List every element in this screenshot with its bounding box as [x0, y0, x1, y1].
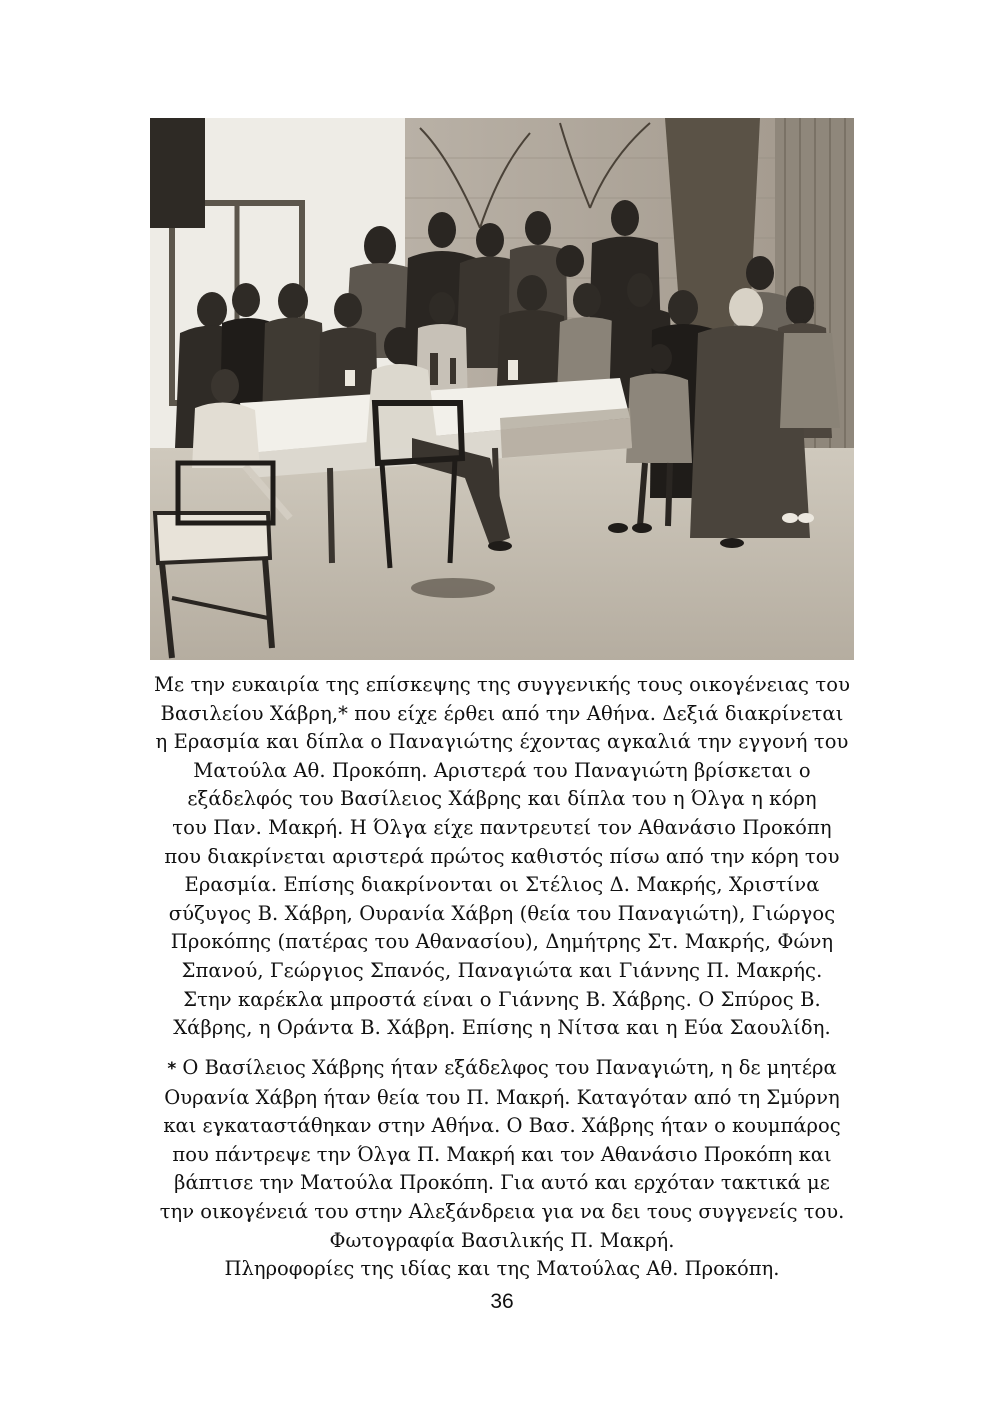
footnote — [120, 1054, 884, 1284]
caption-line: Ματούλα Αθ. Προκόπη. Αριστερά του Παναγιώτη βρίσκεται ο — [193, 758, 811, 782]
caption-line: του Παν. Μακρή. Η Όλγα είχε παντρευτεί τον Αθανάσιο Προκόπη — [172, 815, 832, 839]
footnote-line: και εγκαταστάθηκαν στην Αθήνα. Ο Βασ. Χάβρης ήταν ο κουμπάρος — [163, 1114, 841, 1138]
caption-line: που διακρίνεται αριστερά πρώτος καθιστός πίσω από την κόρη του — [164, 844, 840, 868]
caption-line: σύζυγος Β. Χάβρη, Ουρανία Χάβρη (θεία του Παναγιώτη), Γιώργος — [168, 901, 836, 925]
caption-line: Ερασμία. Επίσης διακρίνονται οι Στέλιος Δ. Μακρής, Χριστίνα — [184, 873, 820, 897]
footnote-line: που πάντρεψε την Όλγα Π. Μακρή και τον Αθανάσιο Προκόπη και — [172, 1142, 832, 1166]
caption-line: Με την ευκαιρία της επίσκεψης της συγγενικής τους οικογένειας του — [153, 673, 851, 696]
photo-credit: Φωτογραφία Βασιλικής Π. Μακρή. — [329, 1228, 675, 1252]
caption-line: Προκόπης (πατέρας του Αθανασίου), Δημήτρης Στ. Μακρής, Φώνη — [170, 930, 834, 954]
caption-line: Χάβρης, η Οράντα Β. Χάβρη. Επίσης η Νίτσα και η Εύα Σαουλίδη. — [173, 1016, 831, 1040]
footnote-text: Ο Βασίλειος Χάβρης ήταν εξάδελφος του Παναγιώτη, η δε μητέρα — [176, 1056, 837, 1079]
info-credit: Πληροφορίες της ιδίας και της Ματούλας Αθ. Προκόπη. — [224, 1257, 780, 1281]
caption-line: εξάδελφός του Βασίλειος Χάβρης και δίπλα του η Όλγα η κόρη — [187, 787, 817, 811]
caption-line: Στην καρέκλα μπροστά είναι ο Γιάννης Β. Χάβρης. Ο Σπύρος Β. — [183, 987, 821, 1011]
family-photograph — [150, 118, 854, 660]
caption-line: Σπανού, Γεώργιος Σπανός, Παναγιώτα και Γιάννης Π. Μακρής. — [181, 958, 823, 982]
photo-caption — [120, 671, 884, 1043]
photo-illustration — [150, 118, 854, 660]
caption-line: η Ερασμία και δίπλα ο Παναγιώτης έχοντας αγκαλιά την εγγονή του — [155, 730, 849, 754]
footnote-line: βάπτισε την Ματούλα Προκόπη. Για αυτό και ερχόταν τακτικά με — [174, 1171, 830, 1195]
caption-line: Βασιλείου Χάβρη,* που είχε έρθει από την Αθήνα. Δεξιά διακρίνεται — [160, 701, 844, 725]
footnote-line: Ουρανία Χάβρη ήταν θεία του Π. Μακρή. Καταγόταν από τη Σμύρνη — [164, 1085, 840, 1109]
footnote-marker: * — [167, 1059, 177, 1079]
footnote-line: την οικογένειά του στην Αλεξάνδρεια για να δει τους συγγενείς του. — [159, 1199, 845, 1223]
footnote-first-line — [120, 1054, 884, 1084]
page-number: 36 — [490, 1290, 514, 1313]
